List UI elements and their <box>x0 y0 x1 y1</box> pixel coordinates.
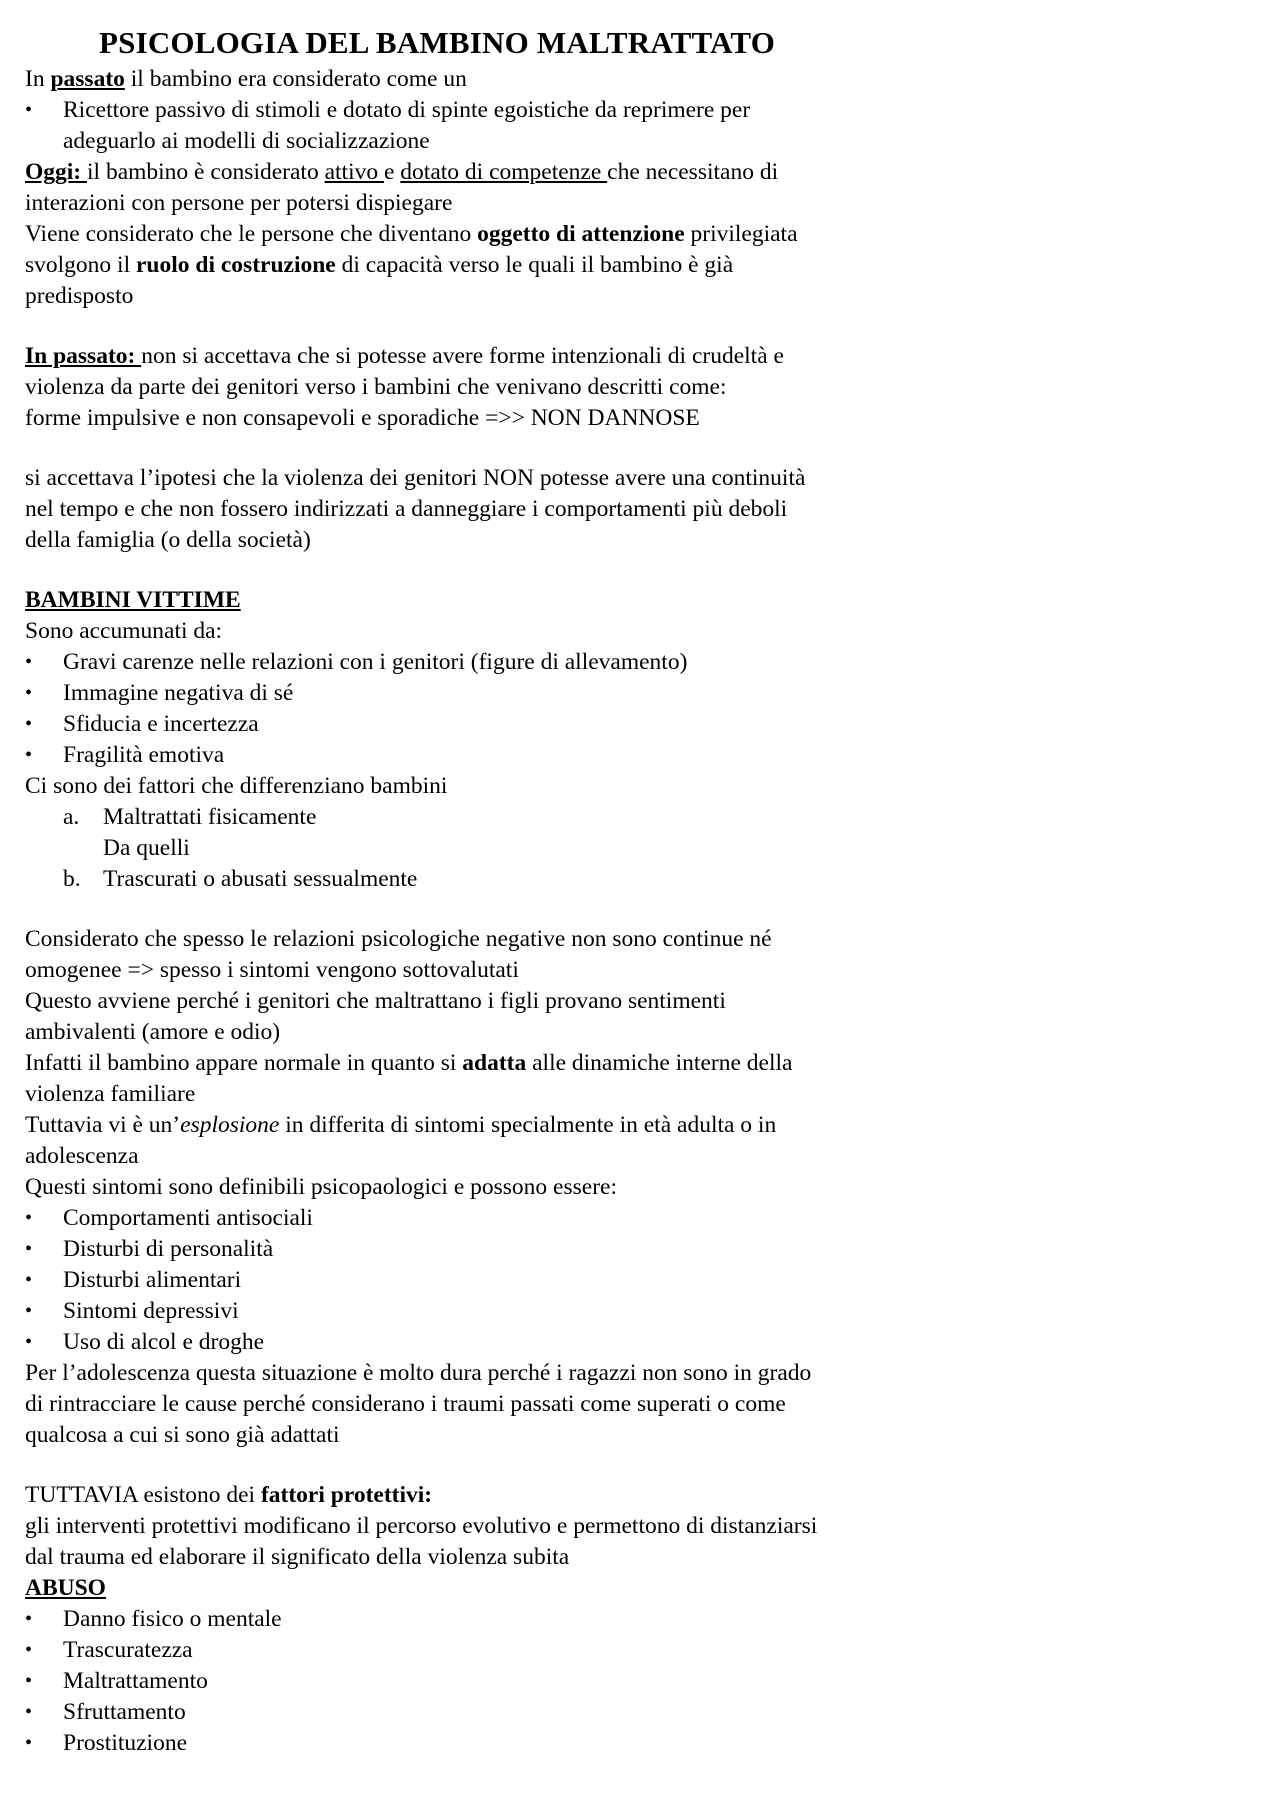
bullet-icon: • <box>25 1238 33 1260</box>
spacer <box>25 556 1225 585</box>
paragraph-ipotesi: si accettava l’ipotesi che la violenza dei genitori NON potesse avere una continuità <box>25 465 806 491</box>
text: il bambino è considerato <box>87 159 325 185</box>
paragraph-considerato: Considerato che spesso le relazioni psicologiche negative non sono continue né <box>25 926 772 952</box>
spacer <box>25 434 1225 463</box>
text-line: gli interventi protettivi modificano il percorso evolutivo e permettono di distanziarsi <box>25 1513 818 1539</box>
heading-bambini-vittime: BAMBINI VITTIME <box>25 587 241 613</box>
bullet-icon: • <box>25 1670 33 1692</box>
text-line: della famiglia (o della società) <box>25 527 311 553</box>
text-line: di rintracciare le cause perché considerano i traumi passati come superati o come <box>25 1391 786 1417</box>
paragraph-tuttavia <box>25 1480 1225 1511</box>
text-line: adolescenza <box>25 1143 139 1169</box>
spacer <box>25 1451 1225 1480</box>
paragraph-in-passato <box>25 341 1225 372</box>
list-item-text: Maltrattati fisicamente <box>103 804 317 830</box>
list-item <box>25 1728 1225 1759</box>
text-line: violenza familiare <box>25 1081 196 1107</box>
list-item <box>25 1635 1225 1666</box>
text-line: qualcosa a cui si sono già adattati <box>25 1422 340 1448</box>
keyword-ruolo: ruolo di costruzione <box>135 252 336 278</box>
heading-abuso: ABUSO <box>25 1575 106 1601</box>
list-item-text: Uso di alcol e droghe <box>63 1329 265 1355</box>
text: svolgono il <box>25 252 136 278</box>
bullet-icon: • <box>25 713 33 735</box>
keyword-adatta: adatta <box>462 1050 527 1076</box>
text: Infatti il bambino appare normale in quanto si <box>25 1050 463 1076</box>
list-item <box>25 95 1225 126</box>
text: TUTTAVIA esistono dei <box>25 1482 261 1508</box>
list-marker: b. <box>63 866 81 892</box>
text-line: forme impulsive e non consapevoli e sporadiche =>> NON DANNOSE <box>25 405 700 431</box>
text: in differita di sintomi specialmente in età adulta o in <box>279 1112 777 1138</box>
list-item-text: Comportamenti antisociali <box>63 1205 313 1231</box>
keyword-oggetto: oggetto di attenzione <box>477 221 691 247</box>
keyword-passato: passato <box>50 66 125 92</box>
list-item <box>25 1697 1225 1728</box>
text-line <box>25 1110 1225 1141</box>
bullet-icon: • <box>25 99 33 121</box>
list-item <box>25 1234 1225 1265</box>
paragraph-viene <box>25 219 1225 250</box>
keyword-in-passato: In passato: <box>25 343 142 369</box>
bullet-icon: • <box>25 1300 33 1322</box>
list-item <box>25 709 1225 740</box>
keyword-competenze: dotato di competenze <box>400 159 608 185</box>
keyword-fattori-protettivi: fattori protettivi: <box>260 1482 433 1508</box>
text-line: Questo avviene perché i genitori che maltrattano i figli provano sentimenti <box>25 988 726 1014</box>
spacer <box>25 895 1225 924</box>
text-line: ambivalenti (amore e odio) <box>25 1019 281 1045</box>
text: Viene considerato che le persone che diventano <box>25 221 478 247</box>
list-item-text: Trascurati o abusati sessualmente <box>103 866 418 892</box>
document-title: PSICOLOGIA DEL BAMBINO MALTRATTATO <box>99 25 776 60</box>
list-item <box>25 1666 1225 1697</box>
list-item <box>25 1604 1225 1635</box>
list-item-text: Sfiducia e incertezza <box>63 711 259 737</box>
list-item-text: Prostituzione <box>63 1730 188 1756</box>
text: che necessitano di <box>607 159 779 185</box>
bullet-icon: • <box>25 1269 33 1291</box>
list-item-text: Disturbi di personalità <box>63 1236 274 1262</box>
list-item-text: Danno fisico o mentale <box>63 1606 282 1632</box>
bullet-icon: • <box>25 1732 33 1754</box>
bullet-icon: • <box>25 1331 33 1353</box>
spacer <box>25 312 1225 341</box>
bullet-icon: • <box>25 682 33 704</box>
text-line: Ci sono dei fattori che differenziano bambini <box>25 773 448 799</box>
text: Tuttavia vi è un’ <box>25 1112 181 1138</box>
list-item-text: Maltrattamento <box>63 1668 208 1694</box>
text: privilegiata <box>690 221 798 247</box>
text-line: predisposto <box>25 283 134 309</box>
list-item <box>25 740 1225 771</box>
keyword-attivo: attivo <box>324 159 384 185</box>
list-item <box>25 1203 1225 1234</box>
list-item-text: Sintomi depressivi <box>63 1298 239 1324</box>
list-item-text: Ricettore passivo di stimoli e dotato di spinte egoistiche da reprimere per <box>63 97 751 123</box>
list-item-text: adeguarlo ai modelli di socializzazione <box>63 128 430 154</box>
list-marker: a. <box>63 804 80 830</box>
list-item-text: Immagine negativa di sé <box>63 680 294 706</box>
list-item-text: Fragilità emotiva <box>63 742 225 768</box>
list-item-text: Disturbi alimentari <box>63 1267 242 1293</box>
list-item-text: Da quelli <box>103 835 190 861</box>
text-line <box>25 1048 1225 1079</box>
paragraph-oggi <box>25 157 1225 188</box>
text: di capacità verso le quali il bambino è già <box>335 252 734 278</box>
list-item <box>25 647 1225 678</box>
ordered-list-item <box>25 864 1225 895</box>
keyword-oggi: Oggi: <box>25 159 88 185</box>
ordered-list-item <box>25 802 1225 833</box>
text-line: interazioni con persone per potersi dispiegare <box>25 190 453 216</box>
bullet-icon: • <box>25 744 33 766</box>
text: In <box>25 66 51 92</box>
text: non si accettava che si potesse avere forme intenzionali di crudeltà e <box>141 343 784 369</box>
keyword-esplosione: esplosione <box>180 1112 280 1138</box>
text-line <box>25 250 1225 281</box>
list-item-text: Trascuratezza <box>63 1637 193 1663</box>
bullet-icon: • <box>25 1608 33 1630</box>
text: il bambino era considerato come un <box>124 66 467 92</box>
text-line: nel tempo e che non fossero indirizzati a danneggiare i comportamenti più deboli <box>25 496 788 522</box>
list-item <box>25 1296 1225 1327</box>
paragraph-passato <box>25 64 1225 95</box>
text-line: Sono accumunati da: <box>25 618 223 644</box>
paragraph-adolescenza: Per l’adolescenza questa situazione è molto dura perché i ragazzi non sono in grado <box>25 1360 812 1386</box>
text-line: omogenee => spesso i sintomi vengono sottovalutati <box>25 957 519 983</box>
list-item <box>25 1327 1225 1358</box>
list-item-text: Gravi carenze nelle relazioni con i genitori (figure di allevamento) <box>63 649 688 675</box>
text-line: violenza da parte dei genitori verso i bambini che venivano descritti come: <box>25 374 727 400</box>
bullet-icon: • <box>25 1701 33 1723</box>
ordered-list-continuation <box>25 833 1225 864</box>
text: e <box>383 159 401 185</box>
bullet-icon: • <box>25 1639 33 1661</box>
document-page <box>25 22 1225 1759</box>
list-item-text: Sfruttamento <box>63 1699 186 1725</box>
bullet-icon: • <box>25 651 33 673</box>
list-item <box>25 678 1225 709</box>
text: alle dinamiche interne della <box>526 1050 793 1076</box>
list-item <box>25 1265 1225 1296</box>
list-item-continuation <box>25 126 1225 157</box>
text-line: dal trauma ed elaborare il significato della violenza subita <box>25 1544 570 1570</box>
bullet-icon: • <box>25 1207 33 1229</box>
text-line: Questi sintomi sono definibili psicopaologici e possono essere: <box>25 1174 617 1200</box>
